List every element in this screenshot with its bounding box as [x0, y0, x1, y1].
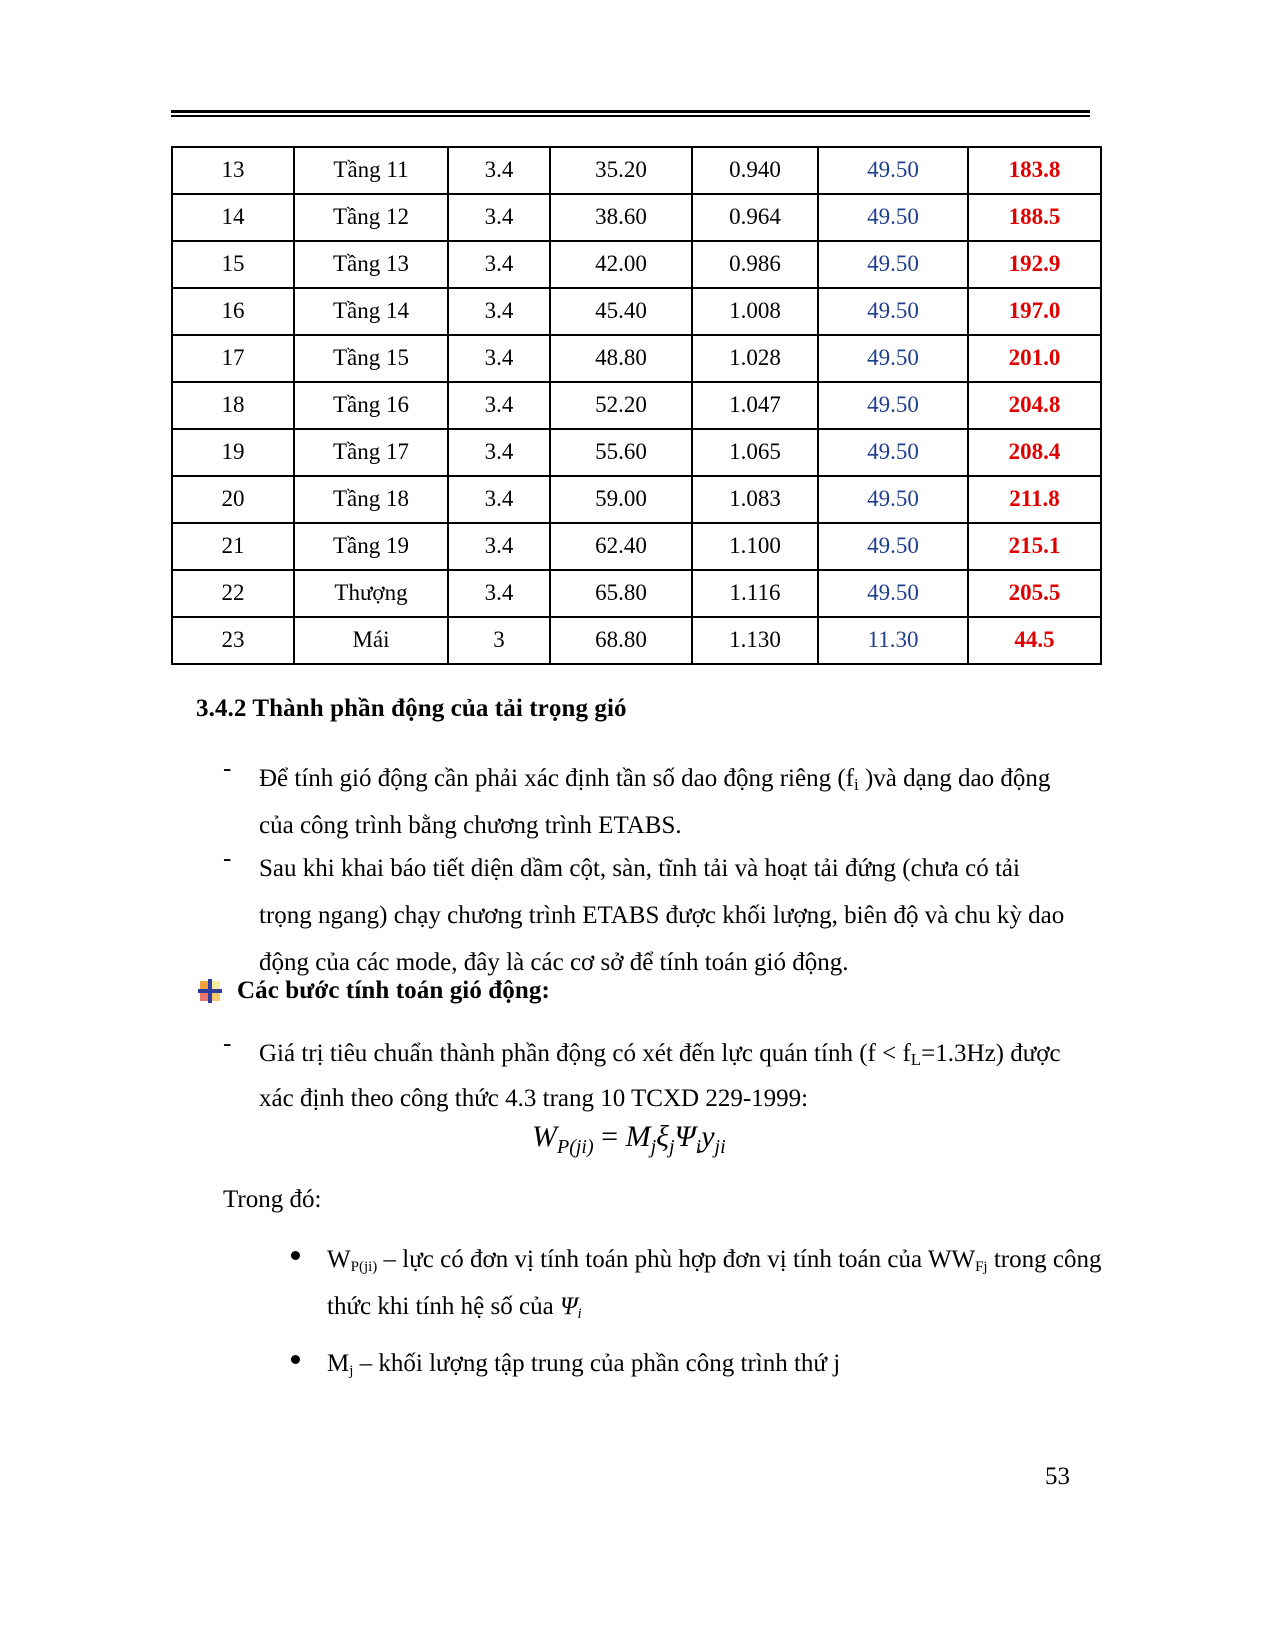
cell-ten: Tầng 12: [294, 194, 448, 241]
definition-1-psi-symbol: Ψ: [559, 1293, 578, 1320]
header-rule-line-bottom: [171, 115, 1090, 117]
cell-hesok: 1.116: [692, 570, 818, 617]
cell-w: 215.1: [968, 523, 1101, 570]
bullet-1-line-2: của công trình bằng chương trình ETABS.: [259, 812, 682, 839]
cell-caodo: 68.80: [550, 617, 692, 664]
cell-chieucao: 3.4: [448, 476, 550, 523]
cell-ten: Tầng 16: [294, 382, 448, 429]
cell-hesok: 1.065: [692, 429, 818, 476]
formula-rhs-y-subscript: ji: [714, 1136, 726, 1158]
bullet-1-line-1-text-a: Để tính gió động cần phải xác định tần số dao động riêng (f: [259, 765, 854, 792]
cell-wo: 49.50: [818, 523, 968, 570]
cell-w: 192.9: [968, 241, 1101, 288]
definition-1-text-c: trong công: [987, 1246, 1102, 1273]
cell-hesok: 1.130: [692, 617, 818, 664]
definition-2-symbol: M: [327, 1350, 350, 1377]
cell-wo: 49.50: [818, 476, 968, 523]
bullet-marker-dash: -: [223, 1030, 232, 1057]
table-body: [172, 147, 1101, 664]
cell-caodo: 48.80: [550, 335, 692, 382]
definition-1-line-2-text: thức khi tính hệ số của: [327, 1293, 560, 1320]
cell-wo: 49.50: [818, 570, 968, 617]
cell-chieucao: 3.4: [448, 147, 550, 194]
table-row: [172, 570, 1101, 617]
cell-w: 197.0: [968, 288, 1101, 335]
bullet-2-line-3: động của các mode, đây là các cơ sở để tính toán gió động.: [259, 949, 849, 976]
cell-w: 188.5: [968, 194, 1101, 241]
cell-wo: 49.50: [818, 241, 968, 288]
cell-wo: 49.50: [818, 335, 968, 382]
cell-stt: 22: [172, 570, 294, 617]
table-row: [172, 147, 1101, 194]
header-rule-line-top: [171, 110, 1090, 113]
cell-wo: 49.50: [818, 288, 968, 335]
cell-hesok: 0.964: [692, 194, 818, 241]
definition-1-symbol-2: W: [951, 1246, 976, 1273]
where-label: Trong đó:: [223, 1186, 322, 1213]
cell-chieucao: 3.4: [448, 288, 550, 335]
cell-ten: Tầng 13: [294, 241, 448, 288]
cell-w: 44.5: [968, 617, 1101, 664]
definition-1-symbol-2-subscript: Fj: [975, 1259, 988, 1275]
bullet-marker-dash: -: [223, 755, 232, 782]
cell-ten: Tầng 11: [294, 147, 448, 194]
cell-w: 183.8: [968, 147, 1101, 194]
cell-wo: 49.50: [818, 194, 968, 241]
definition-1-psi-subscript: i: [577, 1306, 582, 1322]
cell-w: 201.0: [968, 335, 1101, 382]
formula-equals: =: [593, 1120, 626, 1153]
formula-rhs-m: M: [625, 1120, 651, 1153]
cell-hesok: 0.986: [692, 241, 818, 288]
formula-lhs-w: W: [532, 1120, 557, 1153]
cell-stt: 21: [172, 523, 294, 570]
cell-chieucao: 3.4: [448, 241, 550, 288]
cell-wo: 49.50: [818, 147, 968, 194]
cell-wo: 11.30: [818, 617, 968, 664]
sub-heading-cac-buoc: Các bước tính toán gió động:: [237, 977, 550, 1004]
cell-stt: 15: [172, 241, 294, 288]
table-row: [172, 523, 1101, 570]
definition-2-symbol-subscript: j: [349, 1363, 354, 1379]
cell-stt: 23: [172, 617, 294, 664]
cell-ten: Tầng 15: [294, 335, 448, 382]
cell-stt: 18: [172, 382, 294, 429]
cell-caodo: 45.40: [550, 288, 692, 335]
definition-1-text-b: – lực có đơn vị tính toán phù hợp đơn vị tính toán của W: [377, 1246, 952, 1273]
bullet-1-line-1-text-b: )và dạng dao động: [858, 765, 1051, 792]
definition-1-line-2: [327, 1283, 582, 1338]
table-row: [172, 335, 1101, 382]
cell-w: 204.8: [968, 382, 1101, 429]
cell-caodo: 38.60: [550, 194, 692, 241]
formula-rhs-psi: Ψ: [674, 1120, 696, 1153]
bullet-3-line-1-text-a: Giá trị tiêu chuẩn thành phần động có xét đến lực quán tính (f < f: [259, 1040, 911, 1067]
cell-stt: 14: [172, 194, 294, 241]
table-row: [172, 476, 1101, 523]
cell-ten: Tầng 18: [294, 476, 448, 523]
table-row: [172, 429, 1101, 476]
table-row: [172, 288, 1101, 335]
cell-chieucao: 3.4: [448, 335, 550, 382]
cell-w: 211.8: [968, 476, 1101, 523]
cell-chieucao: 3: [448, 617, 550, 664]
cell-ten: Mái: [294, 617, 448, 664]
cell-caodo: 55.60: [550, 429, 692, 476]
bullet-3-line-1-text-b: =1.3Hz) được: [921, 1040, 1061, 1067]
definition-2-line-1: [327, 1340, 840, 1395]
cell-chieucao: 3.4: [448, 523, 550, 570]
cell-caodo: 42.00: [550, 241, 692, 288]
definition-1-symbol: W: [327, 1246, 351, 1273]
formula-rhs-xi: ξ: [656, 1120, 669, 1153]
bullet-2-line-2: trọng ngang) chạy chương trình ETABS được khối lượng, biên độ và chu kỳ dao: [259, 902, 1065, 929]
wind-load-table: [171, 146, 1102, 665]
page-number: 53: [1045, 1463, 1070, 1490]
formula-rhs-psi-subscript: i: [695, 1136, 702, 1158]
cell-wo: 49.50: [818, 382, 968, 429]
square-icon-horizontal-bar: [198, 989, 222, 993]
bullet-1-line-1: [259, 755, 1050, 808]
formula-wind-dynamic: [532, 1120, 726, 1159]
cell-hesok: 0.940: [692, 147, 818, 194]
cell-stt: 20: [172, 476, 294, 523]
formula-rhs-y: y: [701, 1120, 715, 1153]
cell-hesok: 1.100: [692, 523, 818, 570]
cell-wo: 49.50: [818, 429, 968, 476]
bullet-3-subscript-L: L: [910, 1050, 922, 1069]
definition-bullet-dot: [291, 1355, 300, 1364]
cell-caodo: 52.20: [550, 382, 692, 429]
cell-hesok: 1.047: [692, 382, 818, 429]
cell-ten: Tầng 14: [294, 288, 448, 335]
cell-chieucao: 3.4: [448, 382, 550, 429]
cell-ten: Tầng 19: [294, 523, 448, 570]
colored-square-bullet-icon: [200, 981, 220, 1001]
header-double-rule: [171, 110, 1090, 117]
table-row: [172, 617, 1101, 664]
cell-ten: Tầng 17: [294, 429, 448, 476]
cell-chieucao: 3.4: [448, 570, 550, 617]
formula-rhs-xi-subscript: j: [669, 1136, 675, 1158]
formula-rhs-m-subscript: j: [650, 1136, 657, 1158]
cell-stt: 13: [172, 147, 294, 194]
cell-stt: 19: [172, 429, 294, 476]
cell-hesok: 1.008: [692, 288, 818, 335]
bullet-1-subscript-i: i: [854, 775, 859, 794]
section-heading-342: 3.4.2 Thành phần động của tải trọng gió: [196, 695, 627, 722]
bullet-2-line-1: Sau khi khai báo tiết diện dầm cột, sàn, tĩnh tải và hoạt tải đứng (chưa có tải: [259, 855, 1020, 882]
table-row: [172, 194, 1101, 241]
definition-2-text-b: – khối lượng tập trung của phần công trình thứ j: [353, 1350, 841, 1377]
definition-1-symbol-subscript: P(ji): [350, 1259, 378, 1275]
cell-hesok: 1.083: [692, 476, 818, 523]
wind-load-table-wrapper: [171, 146, 1086, 665]
cell-caodo: 62.40: [550, 523, 692, 570]
cell-ten: Thượng: [294, 570, 448, 617]
formula-lhs-subscript: P(ji): [557, 1136, 594, 1158]
cell-stt: 16: [172, 288, 294, 335]
table-row: [172, 241, 1101, 288]
cell-chieucao: 3.4: [448, 194, 550, 241]
cell-caodo: 59.00: [550, 476, 692, 523]
cell-stt: 17: [172, 335, 294, 382]
bullet-marker-dash: -: [223, 845, 232, 872]
table-row: [172, 382, 1101, 429]
bullet-3-line-2: xác định theo công thức 4.3 trang 10 TCXD 229-1999:: [259, 1085, 809, 1112]
cell-chieucao: 3.4: [448, 429, 550, 476]
cell-caodo: 65.80: [550, 570, 692, 617]
cell-w: 205.5: [968, 570, 1101, 617]
cell-w: 208.4: [968, 429, 1101, 476]
cell-hesok: 1.028: [692, 335, 818, 382]
cell-caodo: 35.20: [550, 147, 692, 194]
definition-bullet-dot: [291, 1251, 300, 1260]
